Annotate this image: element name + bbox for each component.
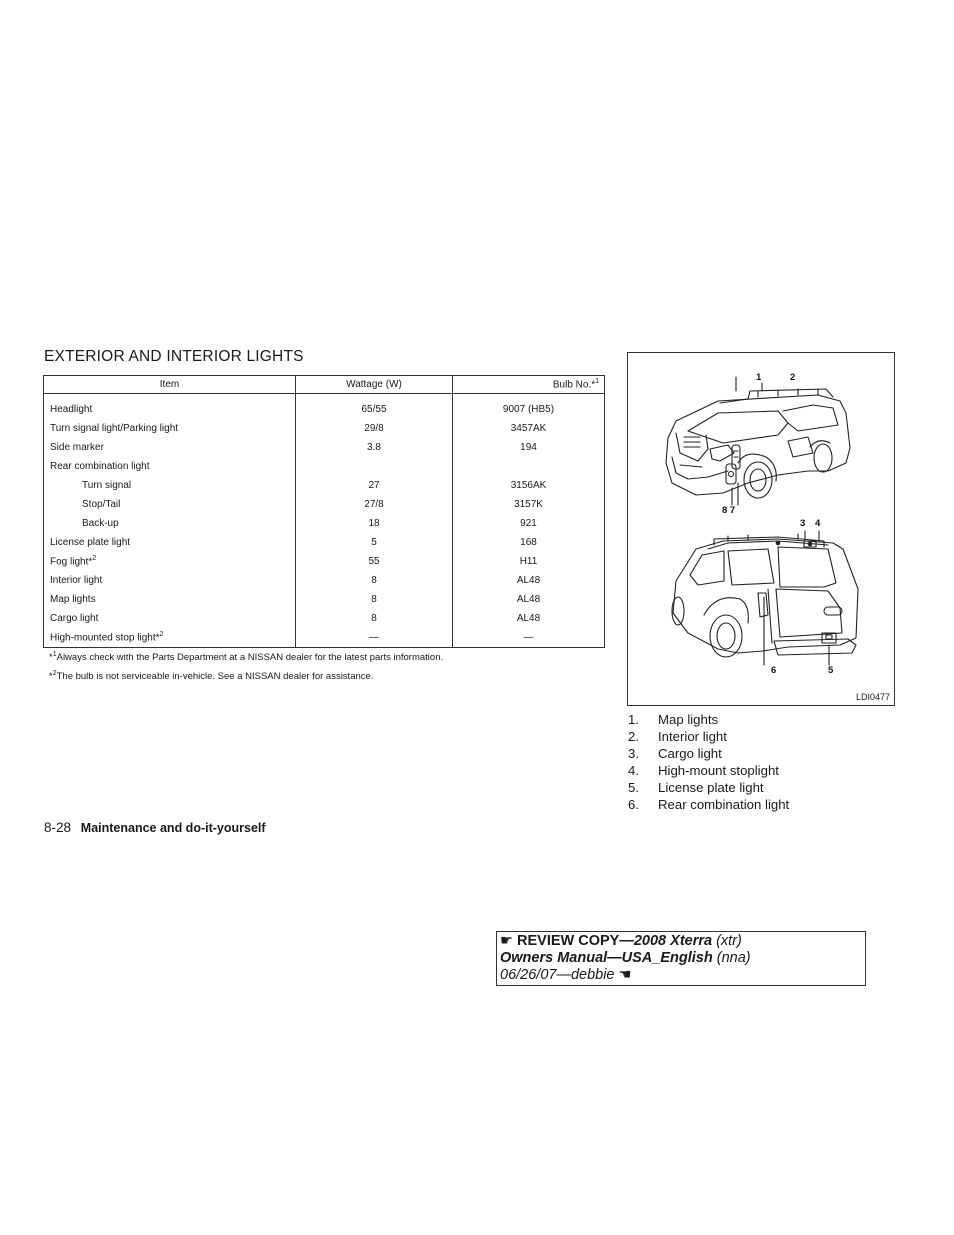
figure-code: LDI0477 (855, 692, 890, 702)
review-line-1: ☛ REVIEW COPY—2008 Xterra (xtr) (500, 933, 742, 949)
legend-item (628, 745, 789, 762)
callout-2: 2 (790, 372, 796, 383)
cell-bulb: 921 (453, 514, 605, 533)
table-row (44, 476, 605, 495)
table-row (44, 394, 605, 420)
callout-5: 5 (828, 665, 834, 676)
cell-item: Turn signal (44, 476, 296, 495)
section-title: EXTERIOR AND INTERIOR LIGHTS (44, 348, 304, 365)
cell-item: Cargo light (44, 609, 296, 628)
cell-item: Stop/Tail (44, 495, 296, 514)
cell-bulb: AL48 (453, 571, 605, 590)
cell-wattage: — (296, 628, 453, 648)
pointing-hand-icon: ☛ (500, 933, 513, 949)
cell-item: Fog light*$^2$ (44, 552, 296, 571)
table-row (44, 590, 605, 609)
table-row (44, 495, 605, 514)
cell-item: Headlight (44, 394, 296, 420)
legend-item (628, 762, 789, 779)
cell-wattage: 5 (296, 533, 453, 552)
legend-label: Rear combination light (658, 797, 790, 812)
cell-bulb: AL48 (453, 609, 605, 628)
rear-vehicle-drawing (672, 531, 858, 665)
page-number: 8-28 (44, 820, 72, 835)
cell-wattage: 8 (296, 609, 453, 628)
legend-number: 3. (628, 746, 639, 761)
legend-number: 1. (628, 712, 639, 727)
cell-item: Map lights (44, 590, 296, 609)
table-row (44, 419, 605, 438)
cell-bulb: 168 (453, 533, 605, 552)
cell-bulb (453, 457, 605, 476)
callout-6: 6 (771, 665, 777, 676)
page-footer (44, 820, 266, 835)
legend-label: High-mount stoplight (658, 763, 779, 778)
cell-wattage: 65/55 (296, 394, 453, 420)
cell-wattage: 8 (296, 571, 453, 590)
table-row (44, 609, 605, 628)
table-row (44, 533, 605, 552)
cell-bulb: AL48 (453, 590, 605, 609)
legend-number: 5. (628, 780, 639, 795)
legend-item (628, 779, 789, 796)
figure-legend (628, 711, 789, 813)
callout-4: 4 (815, 518, 821, 529)
cell-wattage: 8 (296, 590, 453, 609)
callout-1: 1 (756, 372, 762, 383)
table-row (44, 628, 605, 648)
cell-wattage: 27 (296, 476, 453, 495)
cell-wattage: 3.8 (296, 438, 453, 457)
legend-item (628, 728, 789, 745)
legend-number: 4. (628, 763, 639, 778)
cell-item: Rear combination light (44, 457, 296, 476)
cell-item: Interior light (44, 571, 296, 590)
cell-bulb: 3156AK (453, 476, 605, 495)
cell-item: Side marker (44, 438, 296, 457)
cell-wattage: 55 (296, 552, 453, 571)
bulb-table (43, 375, 605, 648)
review-line-2: Owners Manual—USA_English (nna) (500, 950, 751, 966)
vehicle-figure (627, 352, 895, 706)
footnote-2: *$^2$The bulb is not serviceable in-vehicle. See a NISSAN dealer for assistance. (49, 670, 374, 683)
footnote-1: *$^1$Always check with the Parts Department at a NISSAN dealer for the latest parts information. (49, 651, 444, 664)
cell-item: Turn signal light/Parking light (44, 419, 296, 438)
header-wattage: Wattage (W) (296, 376, 453, 394)
header-item: Item (44, 376, 296, 394)
review-copy-box (496, 931, 866, 986)
legend-label: License plate light (658, 780, 764, 795)
header-bulb: Bulb No.*$^1$ (453, 376, 605, 394)
pointing-hand-left-icon: ☚ (618, 967, 632, 983)
legend-label: Map lights (658, 712, 719, 727)
table-row (44, 571, 605, 590)
table-row (44, 438, 605, 457)
cell-item: Back-up (44, 514, 296, 533)
table-row (44, 457, 605, 476)
cell-wattage (296, 457, 453, 476)
front-vehicle-drawing (666, 377, 850, 505)
review-line-3: 06/26/07—debbie ☚ (500, 967, 632, 983)
table-row (44, 514, 605, 533)
callout-3: 3 (800, 518, 806, 529)
cell-bulb: — (453, 628, 605, 648)
cell-bulb: H11 (453, 552, 605, 571)
cell-item: High-mounted stop light*$^2$ (44, 628, 296, 648)
vehicle-illustration (628, 353, 894, 705)
legend-item (628, 796, 789, 813)
cell-bulb: 3457AK (453, 419, 605, 438)
cell-bulb: 9007 (HB5) (453, 394, 605, 420)
legend-number: 6. (628, 797, 639, 812)
legend-number: 2. (628, 729, 639, 744)
cell-item: License plate light (44, 533, 296, 552)
legend-label: Cargo light (658, 746, 722, 761)
legend-item (628, 711, 789, 728)
legend-label: Interior light (658, 729, 727, 744)
cell-wattage: 27/8 (296, 495, 453, 514)
cell-wattage: 29/8 (296, 419, 453, 438)
cell-bulb: 194 (453, 438, 605, 457)
table-row (44, 552, 605, 571)
cell-bulb: 3157K (453, 495, 605, 514)
callout-8-7: 8 7 (722, 505, 736, 516)
cell-wattage: 18 (296, 514, 453, 533)
chapter-title: Maintenance and do-it-yourself (80, 821, 266, 835)
